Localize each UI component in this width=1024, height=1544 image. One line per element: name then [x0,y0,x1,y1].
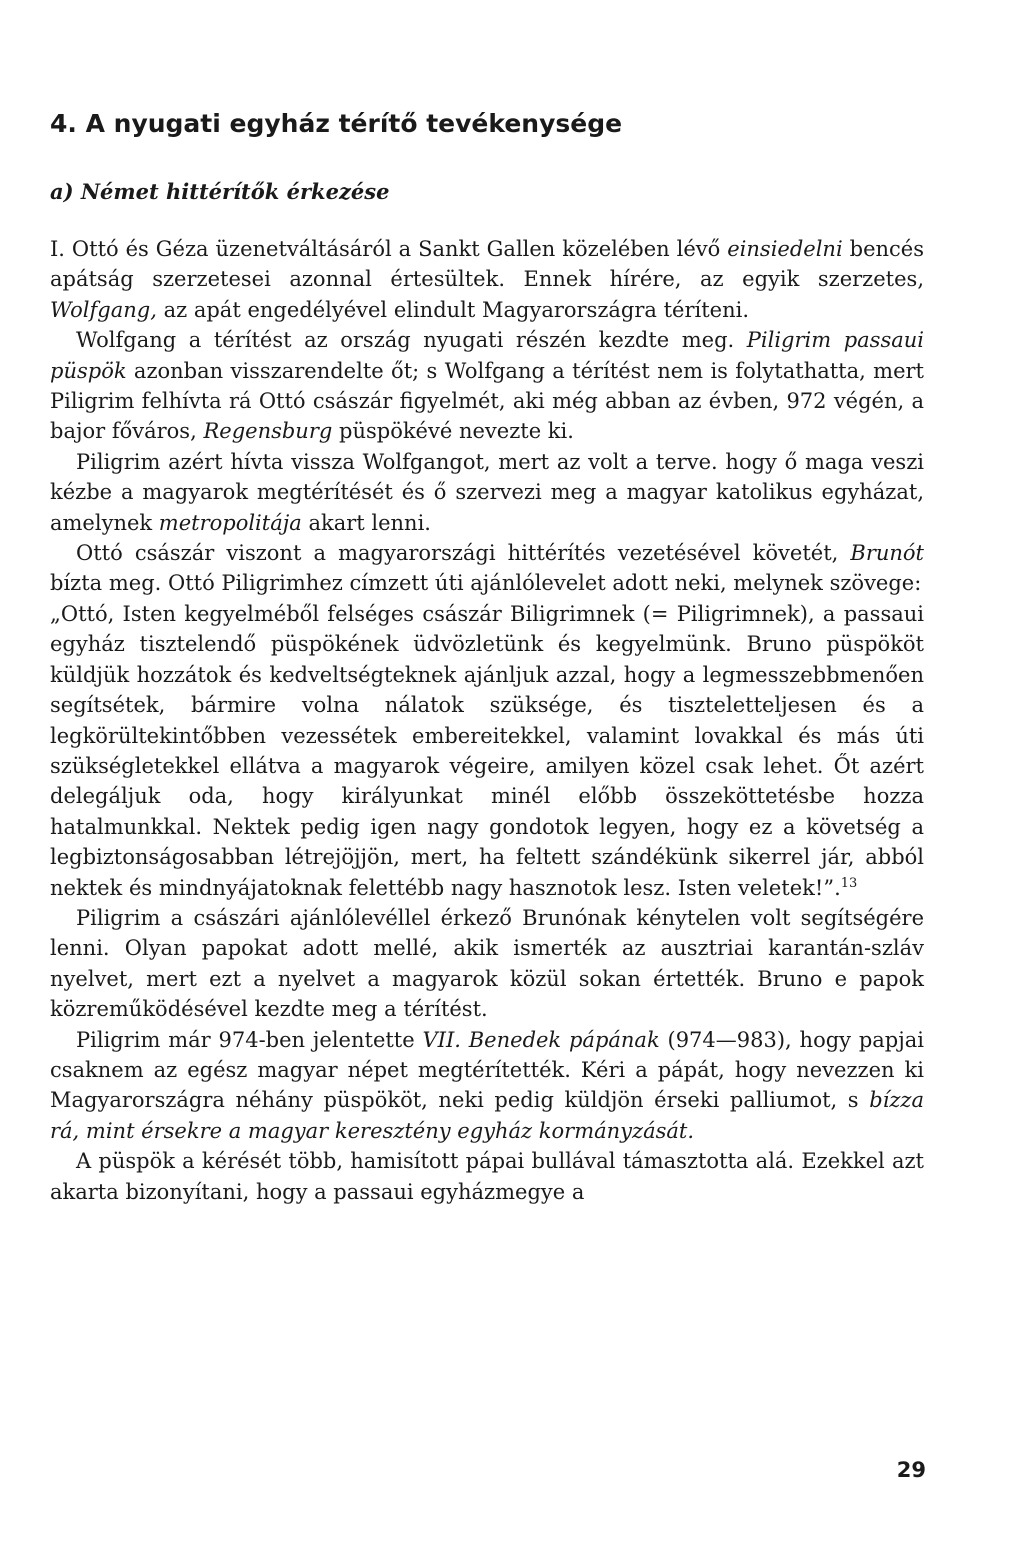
text-run: (974—983), hogy papjai csaknem az egész magyar népet megtérítették. Kéri a pápát, hogy nevezzen ki Magyarországra néhány püspököt, neki pedig küldjön érseki palliumot, s [50,1027,924,1113]
text-run: akart lenni. [301,510,431,535]
text-run: Piligrim már 974-ben jelentette [76,1027,423,1052]
paragraph-2 [50,325,924,447]
text-run: azonban visszarendelte őt; s Wolfgang a térítést nem is folytathatta, mert Piligrim felhívta rá Ottó császár figyelmét, aki még abban az évben, 972 végén, a bajor főváros, [50,358,924,444]
italic-text: VII. Benedek pápának [422,1027,660,1052]
italic-text: Brunót [850,541,924,566]
section-title: a) Német hittérítők érkezése [50,179,390,204]
italic-text: Piligrim passaui püspök [50,328,925,383]
paragraph-6 [50,903,924,1025]
chapter-title: 4. A nyugati egyház térítő tevékenysége [50,109,623,138]
paragraph-8 [50,1146,924,1207]
text-run: Wolfgang a térítést az ország nyugati részén kezdte meg. [76,328,747,353]
italic-text: Wolfgang, [50,297,157,322]
text-run: „Ottó, Isten kegyelméből felséges császár Biligrimnek (= Piligrimnek), a passaui egyház tisztelendő püspökének üdvözletünk és kegyelmünk. Bruno püspököt küldjük hozzátok és kedveltségteknek ajánljuk azzal, hogy a legmesszebbmenően segítsétek, bármire volna nálatok szüksége, és tiszteletteljesen és a legkörültekintőbben vezessétek embereitekkel, valamint lovakkal és más úti szükségletekkel ellátva a magyarok végeire, amilyen közel csak lehet. Őt azért delegáljuk oda, hogy királyunkat minél előbb összeköttetésbe hozza hatalmunkkal. Nektek pedig igen nagy gondotok legyen, hogy ez a követség a legbiztonságosabban létrejöjjön, mert, ha feltett szándékünk sikerrel jár, abból nektek és mindnyájatoknak felettébb nagy hasznotok lesz. Isten veletek!”. [50,601,924,900]
footnote-ref: 13 [840,875,858,891]
text-run: I. Ottó és Géza üzenetváltásáról a Sankt Gallen közelében lévő [50,237,728,261]
paragraph-1 [50,234,924,325]
paragraph-7 [50,1025,924,1147]
text-run: bízta meg. Ottó Piligrimhez címzett úti ajánlólevelet adott neki, melynek szövege: [50,571,922,596]
text-run: Ottó császár viszont a magyarországi hittérítés vezetésével követét, [76,541,851,566]
text-run: Piligrim a császári ajánlólevéllel érkező Brunónak kénytelen volt segítségére lenni. Olyan papokat adott mellé, akik ismerték az ausztriai karantán-szláv nyelvet, mert ezt a nyelvet a magyarok közül sokan értették. Bruno e papok közreműködésével kezdte meg a térítést. [50,905,924,1022]
italic-text: Regensburg [203,419,333,444]
text-run: az apát engedélyével elindult Magyarországra téríteni. [156,297,750,322]
page-content [50,108,924,1207]
page-number: 29 [896,1458,926,1482]
quoted-letter [50,599,924,903]
paragraph-4 [50,538,924,599]
text-run: bencés apátság szerzetesei azonnal értesültek. Ennek hírére, az egyik szerzetes, [50,237,924,292]
italic-text: metropolitája [158,510,302,535]
body-text [50,234,924,1207]
text-run: püspökévé nevezte ki. [332,419,574,444]
italic-text: einsiedelni [727,237,843,261]
text-run: A püspök a kérését több, hamisított pápai bullával támasztotta alá. Ezekkel azt akarta bizonyítani, hogy a passaui egyházmegye a [50,1149,924,1204]
paragraph-3 [50,447,924,538]
italic-text: bízza rá, mint érsekre a magyar keresztény egyház kormányzását. [50,1088,924,1143]
text-run: Piligrim azért hívta vissza Wolfgangot, mert az volt a terve. hogy ő maga veszi kézbe a magyarok megtérítését és ő szervezi meg a magyar katolikus egyházat, amelynek [50,449,924,535]
